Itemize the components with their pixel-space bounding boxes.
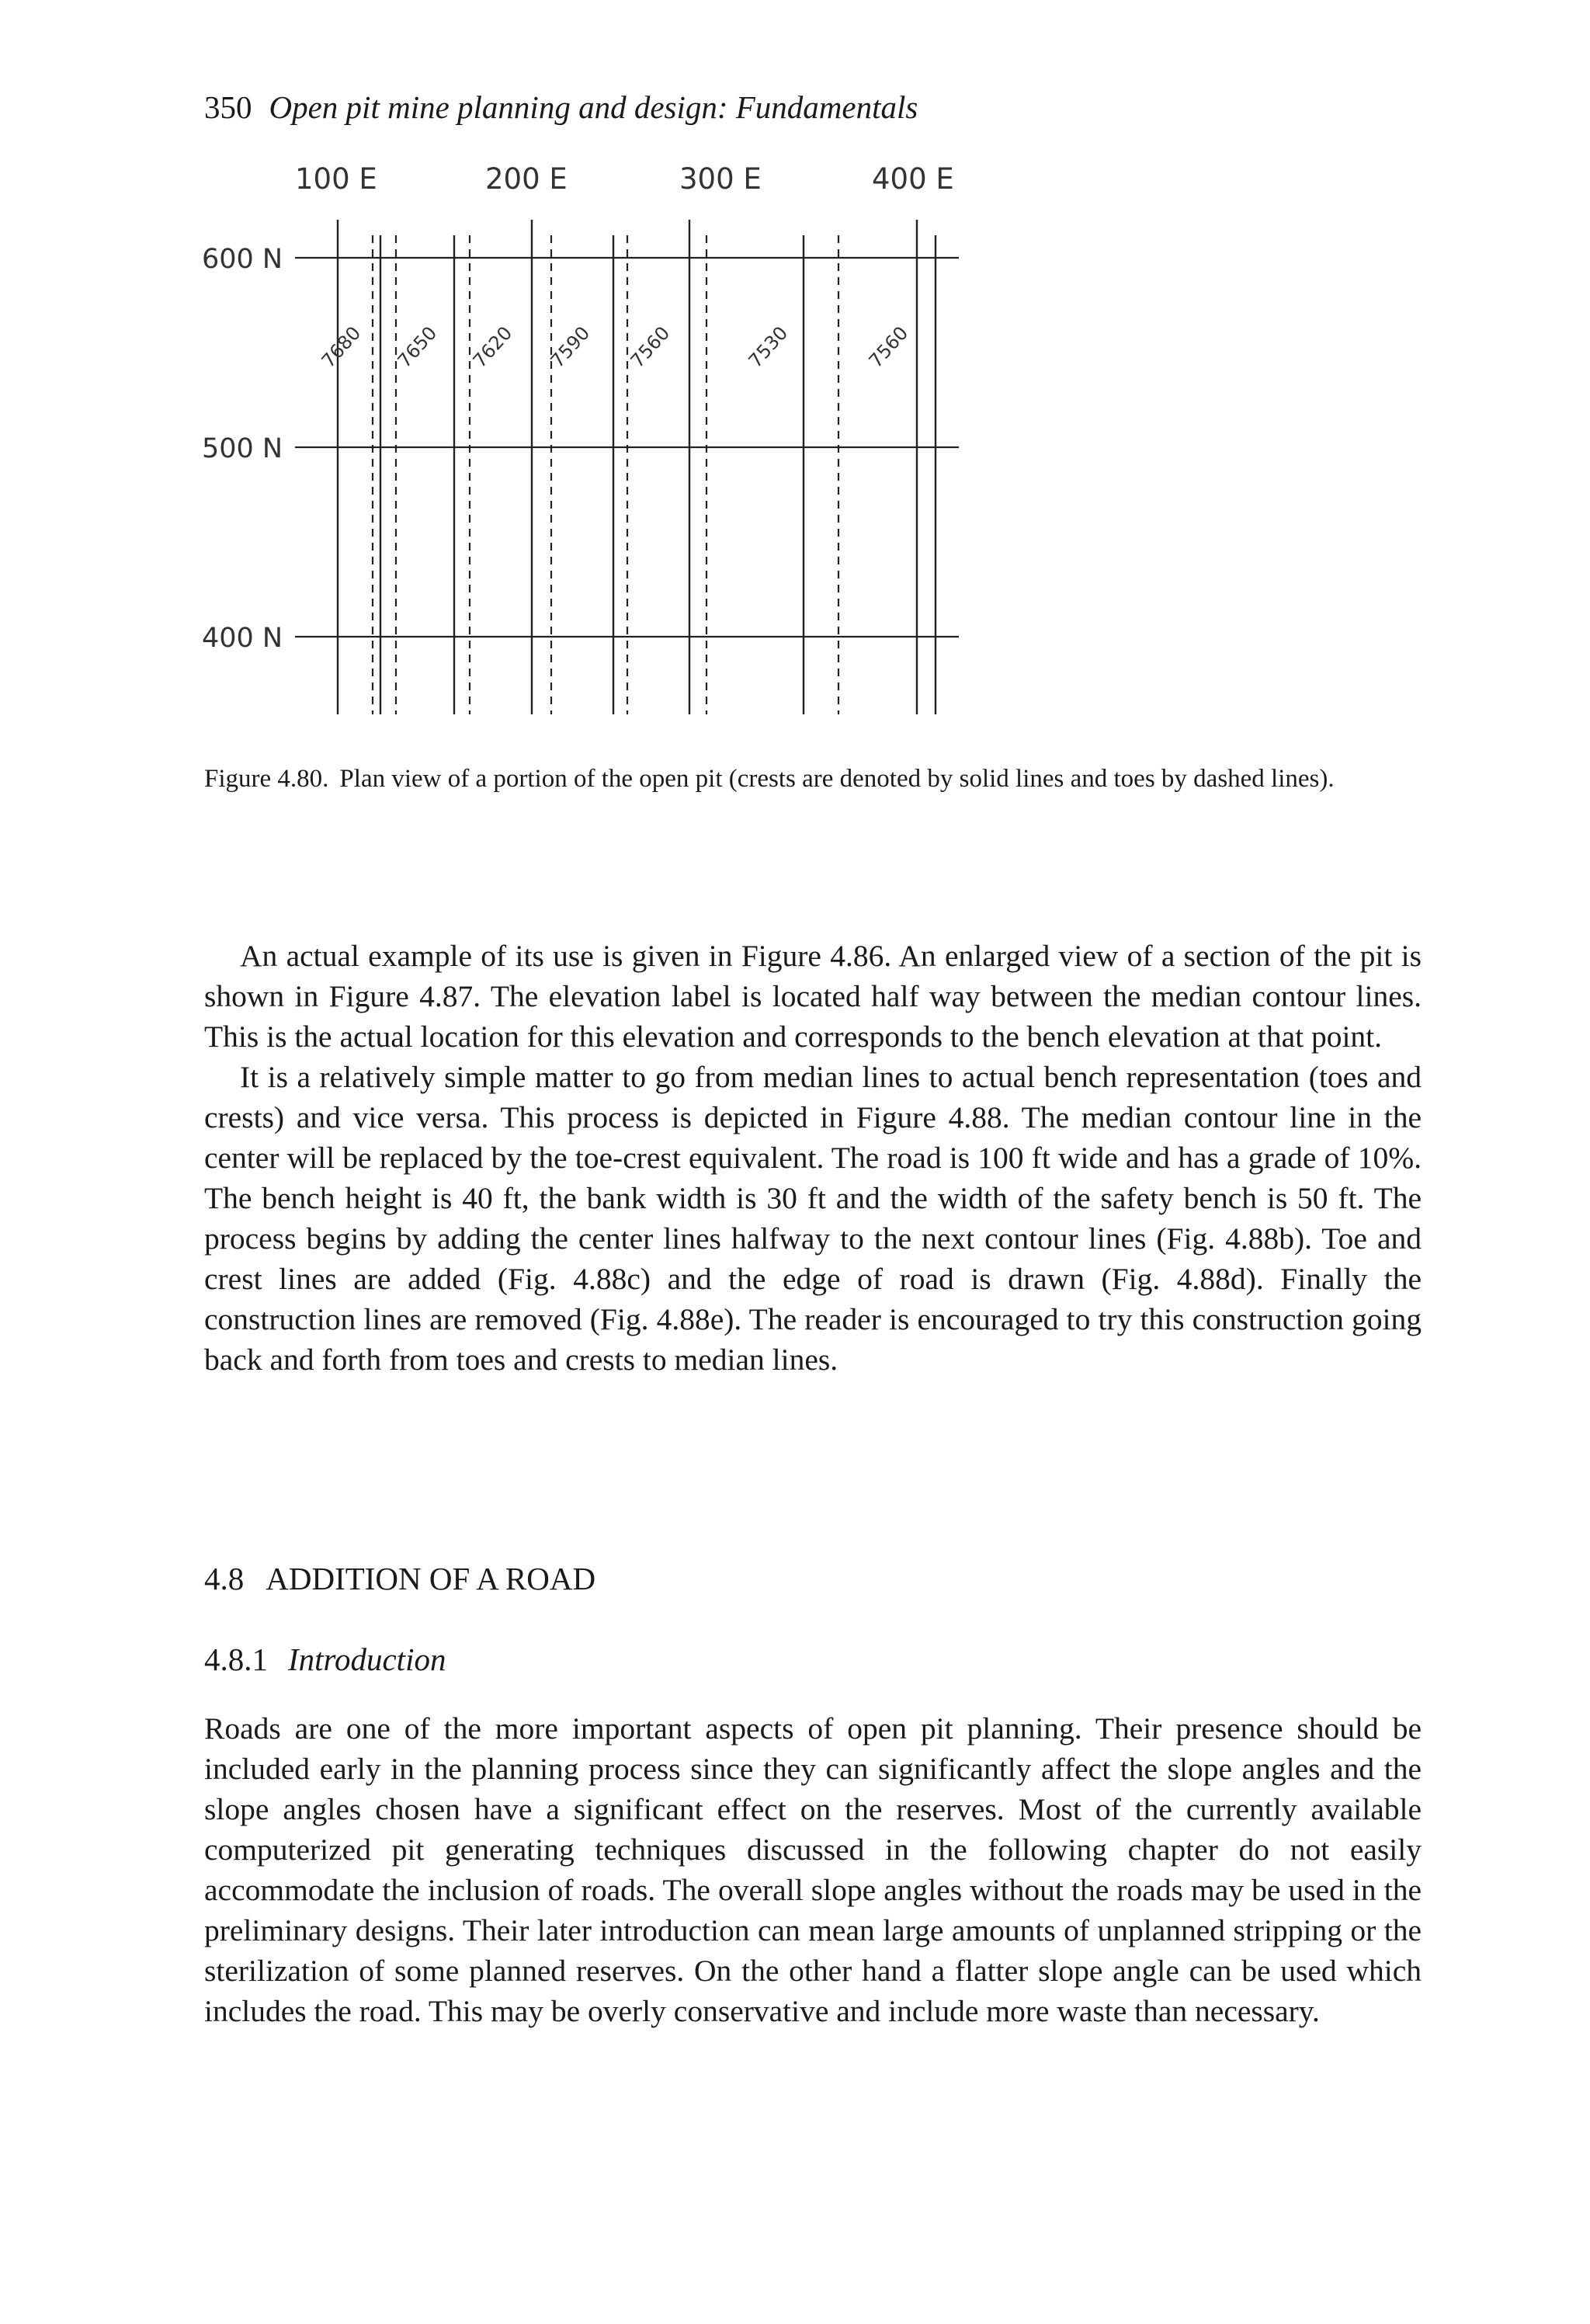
- x-axis-labels: [295, 162, 954, 196]
- contour-label: 7650: [393, 321, 442, 373]
- running-title: Open pit mine planning and design: Fundamentals: [269, 89, 918, 125]
- contour-label: 7620: [468, 321, 517, 373]
- contour-label: 7560: [864, 321, 913, 373]
- toe-lines: [373, 235, 838, 714]
- y-label-500n: 500 N: [202, 433, 283, 464]
- subsection-title: Introduction: [288, 1641, 446, 1677]
- body-text-lower: [204, 1708, 1422, 2031]
- caption-label: Figure 4.80.: [204, 765, 329, 793]
- section-number: 4.8: [204, 1561, 245, 1596]
- page-number: 350: [204, 89, 252, 125]
- crest-lines: [338, 220, 936, 714]
- contour-labels: [318, 322, 913, 372]
- x-label-100e: 100 E: [295, 162, 377, 196]
- contour-label: 7590: [546, 321, 595, 373]
- subsection-number: 4.8.1: [204, 1641, 268, 1677]
- paragraph: It is a relatively simple matter to go from median lines to actual bench representation (toes and crests) and vice versa. This process is depicted in Figure 4.88. The median contour line in the center will be replaced by the toe-crest equivalent. The road is 100 ft wide and has a grade of 10%. The bench height is 40 ft, the bank width is 30 ft and the width of the safety bench is 50 ft. The process begins by adding the center lines halfway to the next contour lines (Fig. 4.88b). Toe and crest lines are added (Fig. 4.88c) and the edge of road is drawn (Fig. 4.88d). Finally the construction lines are removed (Fig. 4.88e). The reader is encouraged to try this construction going back and forth from toes and crests to median lines.: [204, 1060, 1422, 1377]
- body-text-upper: [204, 936, 1422, 1380]
- x-label-400e: 400 E: [872, 162, 954, 196]
- y-label-600n: 600 N: [202, 244, 283, 275]
- contour-label: 7530: [744, 321, 793, 373]
- y-axis-labels: [202, 244, 283, 654]
- paragraph: An actual example of its use is given in Figure 4.86. An enlarged view of a section of the pit is shown in Figure 4.87. The elevation label is located half way between the median contour lines. This is the actual location for this elevation and corresponds to the bench elevation at that point.: [204, 939, 1422, 1054]
- x-label-200e: 200 E: [485, 162, 568, 196]
- section-heading: [204, 1563, 595, 1595]
- running-header: [204, 89, 918, 125]
- y-label-400n: 400 N: [202, 623, 283, 654]
- contour-label: 7680: [317, 321, 366, 373]
- figure-caption: [204, 763, 1422, 794]
- section-title: ADDITION OF A ROAD: [266, 1561, 596, 1596]
- subsection-heading: [204, 1641, 446, 1677]
- x-label-300e: 300 E: [679, 162, 762, 196]
- contour-label: 7560: [626, 321, 675, 373]
- plan-view-drawing: [198, 159, 974, 734]
- figure-plan-view: [198, 159, 974, 734]
- paragraph: Roads are one of the more important aspects of open pit planning. Their presence should be included early in the planning process since they can significantly affect the slope angles and the slope angles chosen have a significant effect on the reserves. Most of the currently available computerized pit generating techniques discussed in the following chapter do not easily accommodate the inclusion of roads. The overall slope angles without the roads may be used in the preliminary designs. Their later introduction can mean large amounts of unplanned stripping or the sterilization of some planned reserves. On the other hand a flatter slope angle can be used which includes the road. This may be overly conservative and include more waste than necessary.: [204, 1711, 1422, 2028]
- caption-text: Plan view of a portion of the open pit (crests are denoted by solid lines and toes by dashed lines).: [339, 765, 1335, 793]
